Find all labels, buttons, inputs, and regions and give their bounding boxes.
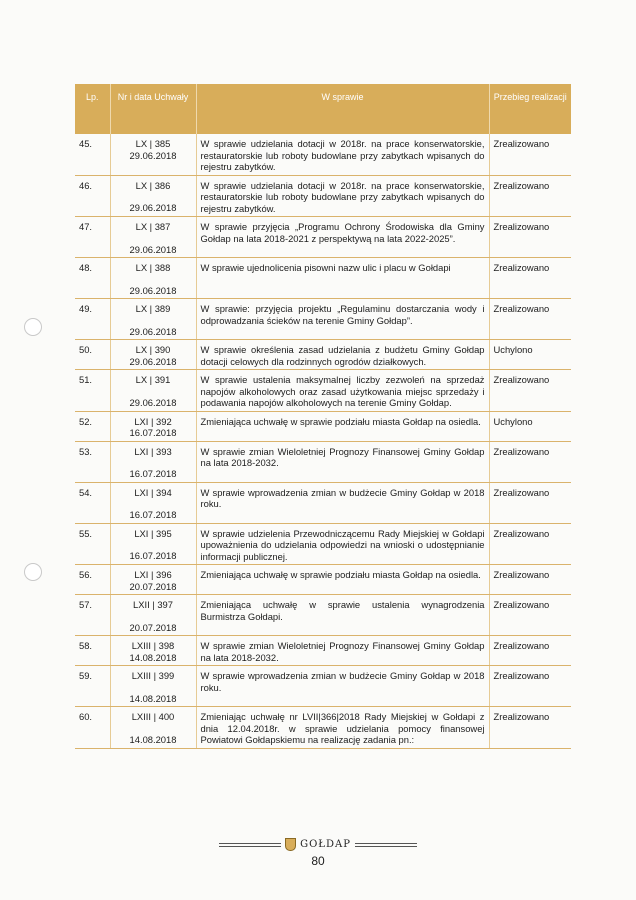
- header-lp: Lp.: [75, 84, 110, 134]
- footer-rule-right: [355, 843, 417, 847]
- row-resolution: [110, 258, 196, 299]
- row-resolution-number: LXI | 394: [134, 486, 172, 498]
- row-subject: Zmieniająca uchwałę w sprawie podziału miasta Gołdap na osiedla.: [196, 411, 489, 441]
- table-row: [75, 217, 571, 258]
- row-resolution: [110, 134, 196, 175]
- table-row: [75, 666, 571, 707]
- row-resolution-number: LXI | 396: [134, 569, 172, 580]
- row-subject: W sprawie ustalenia maksymalnej liczby zezwoleń na sprzedaż napojów alkoholowych oraz zasad użytkowania miejsc sprzedaży i podawania napojów alkoholowych na terenie Gminy Gołdap.: [196, 370, 489, 412]
- table-row: [75, 441, 571, 482]
- row-resolution: [110, 482, 196, 523]
- row-lp: 58.: [75, 636, 110, 666]
- header-status: Przebieg realizacji: [489, 84, 571, 134]
- punch-hole-top: [24, 318, 42, 336]
- row-resolution-number: LXI | 393: [134, 445, 172, 457]
- row-lp: 60.: [75, 707, 110, 749]
- row-subject: W sprawie określenia zasad udzielania z budżetu Gminy Gołdap dotacji celowych dla rodzinnych ogrodów działkowych.: [196, 340, 489, 370]
- row-resolution-date: 20.07.2018: [129, 580, 177, 592]
- table-row: [75, 595, 571, 636]
- row-resolution-number: LXIII | 399: [131, 670, 175, 681]
- row-status: Zrealizowano: [489, 175, 571, 217]
- row-lp: 47.: [75, 217, 110, 258]
- footer-logo-text: GOŁDAP: [300, 839, 351, 850]
- footer-rule-left: [219, 843, 281, 847]
- row-status: Uchylono: [489, 340, 571, 370]
- table-row: [75, 411, 571, 441]
- row-resolution-date: 16.07.2018: [129, 427, 177, 438]
- row-status: Zrealizowano: [489, 370, 571, 412]
- row-lp: 55.: [75, 523, 110, 565]
- row-lp: 45.: [75, 134, 110, 175]
- row-resolution-number: LXII | 397: [133, 599, 173, 610]
- table-row: [75, 258, 571, 299]
- row-resolution-date: 16.07.2018: [129, 509, 177, 520]
- row-resolution-date: 14.08.2018: [129, 692, 177, 704]
- table-row: [75, 565, 571, 595]
- row-subject: W sprawie wprowadzenia zmian w budżecie Gminy Gołdap w 2018 roku.: [196, 666, 489, 707]
- table-row: [75, 636, 571, 666]
- row-subject: W sprawie wprowadzenia zmian w budżecie Gminy Gołdap w 2018 roku.: [196, 482, 489, 523]
- row-status: Zrealizowano: [489, 707, 571, 749]
- row-resolution-number: LX | 387: [135, 221, 171, 232]
- table-row: [75, 340, 571, 370]
- row-lp: 52.: [75, 411, 110, 441]
- row-resolution-number: LXIII | 400: [131, 711, 175, 722]
- row-status: Uchylono: [489, 411, 571, 441]
- row-subject: W sprawie: przyjęcia projektu „Regulaminu dostarczania wody i odprowadzania ścieków na terenie Gminy Gołdap”.: [196, 299, 489, 340]
- row-resolution-number: LXIII | 398: [131, 640, 175, 651]
- row-status: Zrealizowano: [489, 595, 571, 636]
- row-status: Zrealizowano: [489, 134, 571, 175]
- row-resolution-date: 29.06.2018: [129, 355, 177, 367]
- row-resolution-date: 29.06.2018: [129, 149, 177, 161]
- row-subject: W sprawie zmian Wieloletniej Prognozy Finansowej Gminy Gołdap na lata 2018-2032.: [196, 636, 489, 666]
- row-resolution: [110, 217, 196, 258]
- row-subject: Zmieniająca uchwałę w sprawie podziału miasta Gołdap na osiedla.: [196, 565, 489, 595]
- header-nr: Nr i data Uchwały: [110, 84, 196, 134]
- row-resolution: [110, 441, 196, 482]
- header-subject: W sprawie: [196, 84, 489, 134]
- row-subject: W sprawie ujednolicenia pisowni nazw ulic i placu w Gołdapi: [196, 258, 489, 299]
- table-row: [75, 707, 571, 749]
- row-status: Zrealizowano: [489, 258, 571, 299]
- row-subject: W sprawie udzielania dotacji w 2018r. na prace konserwatorskie, restauratorskie lub roboty budowlane przy zabytkach wpisanych do rejestru zabytków.: [196, 134, 489, 175]
- row-lp: 53.: [75, 441, 110, 482]
- row-lp: 54.: [75, 482, 110, 523]
- row-status: Zrealizowano: [489, 299, 571, 340]
- row-status: Zrealizowano: [489, 523, 571, 565]
- resolutions-table: [75, 84, 571, 749]
- row-resolution-date: 29.06.2018: [129, 325, 177, 337]
- table-body: [75, 134, 571, 748]
- page-number: 80: [311, 854, 325, 868]
- page-footer: [0, 838, 636, 868]
- row-resolution: [110, 340, 196, 370]
- row-resolution-date: 14.08.2018: [129, 733, 177, 745]
- table-row: [75, 523, 571, 565]
- row-status: Zrealizowano: [489, 441, 571, 482]
- row-resolution-number: LX | 391: [135, 374, 171, 385]
- row-resolution-date: 16.07.2018: [129, 550, 177, 561]
- row-resolution: [110, 411, 196, 441]
- row-status: Zrealizowano: [489, 565, 571, 595]
- row-status: Zrealizowano: [489, 217, 571, 258]
- row-subject: Zmieniając uchwałę nr LVII|366|2018 Rady Miejskiej w Gołdapi z dnia 12.04.2018r. w sprawie udzielania pomocy finansowej Powiatowi Gołdapskiemu na realizację zadania pn.:: [196, 707, 489, 749]
- row-lp: 56.: [75, 565, 110, 595]
- row-resolution: [110, 595, 196, 636]
- row-status: Zrealizowano: [489, 482, 571, 523]
- row-status: Zrealizowano: [489, 666, 571, 707]
- footer-logo: [0, 838, 636, 851]
- row-lp: 51.: [75, 370, 110, 412]
- row-status: Zrealizowano: [489, 636, 571, 666]
- row-lp: 50.: [75, 340, 110, 370]
- row-resolution: [110, 299, 196, 340]
- table-row: [75, 175, 571, 217]
- row-resolution-date: 29.06.2018: [129, 284, 177, 296]
- row-resolution-number: LXI | 395: [134, 527, 172, 539]
- row-subject: Zmieniająca uchwałę w sprawie ustalenia wynagrodzenia Burmistrza Gołdapi.: [196, 595, 489, 636]
- row-subject: W sprawie udzielania dotacji w 2018r. na prace konserwatorskie, restauratorskie lub roboty budowlane przy zabytkach wpisanych do rejestru zabytków.: [196, 175, 489, 217]
- punch-hole-bottom: [24, 563, 42, 581]
- row-resolution-date: 29.06.2018: [129, 396, 177, 408]
- row-resolution-date: 29.06.2018: [129, 243, 177, 255]
- row-resolution-date: 29.06.2018: [129, 202, 177, 213]
- row-resolution-date: 16.07.2018: [129, 468, 177, 479]
- row-resolution: [110, 565, 196, 595]
- row-lp: 49.: [75, 299, 110, 340]
- row-resolution: [110, 666, 196, 707]
- row-subject: W sprawie udzielenia Przewodniczącemu Rady Miejskiej w Gołdapi upoważnienia do udzielania odpowiedzi na wnioski o udostępnianie informacji publicznej.: [196, 523, 489, 565]
- table-row: [75, 482, 571, 523]
- row-resolution-number: LX | 386: [135, 179, 171, 191]
- row-lp: 48.: [75, 258, 110, 299]
- row-resolution: [110, 636, 196, 666]
- table-header-row: [75, 84, 571, 134]
- table-row: [75, 370, 571, 412]
- row-lp: 46.: [75, 175, 110, 217]
- row-resolution-number: LX | 390: [135, 344, 171, 355]
- crest-icon: [285, 838, 296, 851]
- row-resolution-date: 14.08.2018: [129, 651, 177, 663]
- row-resolution-number: LX | 385: [135, 138, 171, 149]
- row-resolution-number: LXI | 392: [134, 415, 172, 427]
- row-resolution-number: LX | 389: [135, 303, 171, 314]
- row-resolution: [110, 523, 196, 565]
- row-resolution-date: 20.07.2018: [129, 621, 177, 633]
- row-resolution: [110, 370, 196, 412]
- row-resolution: [110, 707, 196, 749]
- table-row: [75, 299, 571, 340]
- row-subject: W sprawie zmian Wieloletniej Prognozy Finansowej Gminy Gołdap na lata 2018-2032.: [196, 441, 489, 482]
- row-subject: W sprawie przyjęcia „Programu Ochrony Środowiska dla Gminy Gołdap na lata 2018-2021 z perspektywą na lata 2022-2025”.: [196, 217, 489, 258]
- row-lp: 57.: [75, 595, 110, 636]
- table-row: [75, 134, 571, 175]
- row-resolution: [110, 175, 196, 217]
- row-lp: 59.: [75, 666, 110, 707]
- row-resolution-number: LX | 388: [135, 262, 171, 273]
